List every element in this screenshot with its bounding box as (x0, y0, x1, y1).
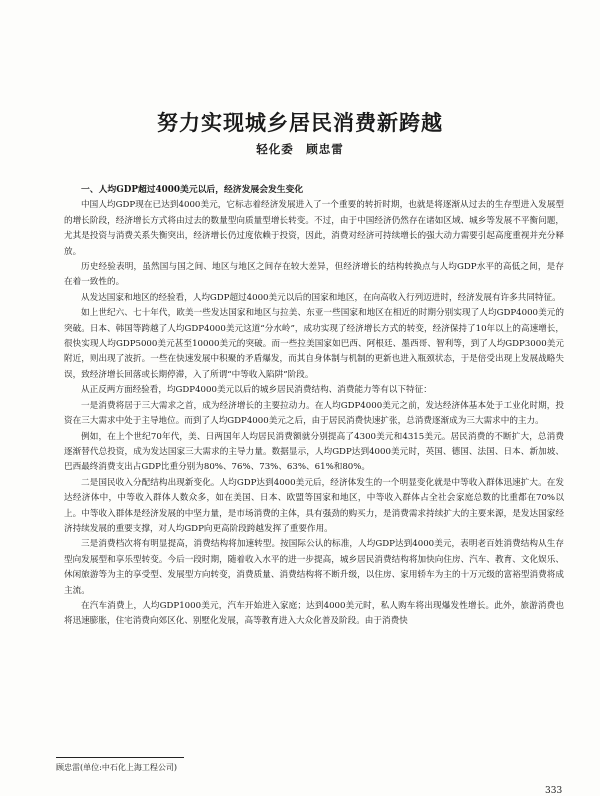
article-title: 努力实现城乡居民消费新跨越 (157, 110, 443, 136)
paragraph: 例如，在上个世纪70年代，美、日两国年人均居民消费额就分别提高了4300美元和4315美元。居民消费的不断扩大，总消费逐渐替代总投资，成为发达国家三大需求的主导力量。数据显示，人均GDP达到4000美元时，英国、德国、法国、日本、新加坡、巴西最终消费支出占GDP比重分别为80%、76%、73%、63%、61%和80%。 (64, 431, 564, 473)
paragraph: 历史经验表明，虽然国与国之间、地区与地区之间存在较大差异，但经济增长的结构转换点与人均GDP水平的高低之间，是存在着一致性的。 (64, 262, 564, 288)
article-body (64, 183, 564, 630)
paragraph: 如上世纪六、七十年代，欧美一些发达国家和地区与拉美、东亚一些国家和地区在相近的时期分别实现了人均GDP4000美元的突破。日本、韩国等跨越了人均GDP4000美元这道“分水岭”，成功实现了经济增长方式的转变，经济保持了10年以上的高速增长，很快实现人均GDP5000美元甚至10000美元的突破。而一些拉美国家如巴西、阿根廷、墨西哥、智利等，到了人均GDP3000美元附近，则出现了波折。一些在快速发展中积聚的矛盾爆发，而其自身体制与机制的更新也进入瓶颈状态，于是倍受出现上发展战略失误，致经济增长回落或长期停滞，入了所谓“中等收入陷阱”阶段。 (64, 308, 564, 380)
paragraph: 从正反两方面经验看，均GDP4000美元以后的城乡居民消费结构、消费能力等有以下特征： (81, 385, 432, 396)
footnote-divider (56, 757, 184, 758)
paragraph: 一是消费将居于三大需求之首，成为经济增长的主要拉动力。在人均GDP4000美元之前，发达经济体基本处于工业化时期，投资在三大需求中处于主导地位。而到了人均GDP4000美元之后，由于居民消费快速扩张，总消费逐渐成为三大需求中的主力。 (64, 400, 564, 427)
paragraph: 三是消费档次将有明显提高，消费结构将加速转型。按国际公认的标准，人均GDP达到4000美元，表明老百姓消费结构从生存型向发展型和享乐型转变。今后一段时期，随着收入水平的进一步提高，城乡居民消费结构将加快向住房、汽车、教育、文化娱乐、休闲旅游等为主的享受型、发展型方向转变，消费质量、消费结构将不断升级，以住房、家用轿车为主的十万元级的富裕型消费将成主流。 (64, 539, 564, 596)
page-number: 333 (545, 786, 563, 796)
footnote: 顾忠雷(单位:中石化上海工程公司) (56, 763, 177, 772)
section-heading: 一、人均GDP超过4000美元以后，经济发展会发生变化 (81, 185, 304, 195)
paragraph: 中国人均GDP现在已达到4000美元，它标志着经济发展进入了一个重要的转折时期，也就是将逐渐从过去的生存型进入发展型的增长阶段，经济增长方式将由过去的数量型向质量型增长转变。不过，由于中国经济仍然存在诸如区域、城乡等发展不平衡问题，尤其是投资与消费关系失衡突出，经济增长仍过度依赖于投资，因此，消费对经济可持续增长的强大动力需要引起高度重视并充分释放。 (64, 200, 564, 257)
paragraph: 二是国民收入分配结构出现新变化。人均GDP达到4000美元后，经济体发生的一个明显变化就是中等收入群体迅速扩大。在发达经济体中，中等收入群体人数众多，如在美国、日本、欧盟等国家和地区，中等收入群体占全社会家庭总数的比重都在70%以上。中等收入群体是经济发展的中坚力量，是市场消费的主体，具有强劲的购买力，是消费需求持续扩大的主要来源，是发达国家经济持续发展的重要支撑，对人均GDP向更高阶段跨越发挥了重要作用。 (64, 477, 564, 534)
article-authors: 轻化委 顾忠雷 (256, 142, 344, 156)
paragraph: 从发达国家和地区的经验看，人均GDP超过4000美元以后的国家和地区，在向高收入行列迈进时，经济发展有许多共同特征。 (81, 292, 561, 303)
paragraph: 在汽车消费上，人均GDP1000美元，汽车开始进入家庭；达到4000美元时，私人购车将出现爆发性增长。此外，旅游消费也将迅速膨胀，住宅消费向郊区化、别墅化发展，高等教育进入大众化普及阶段。由于消费快 (64, 600, 564, 627)
